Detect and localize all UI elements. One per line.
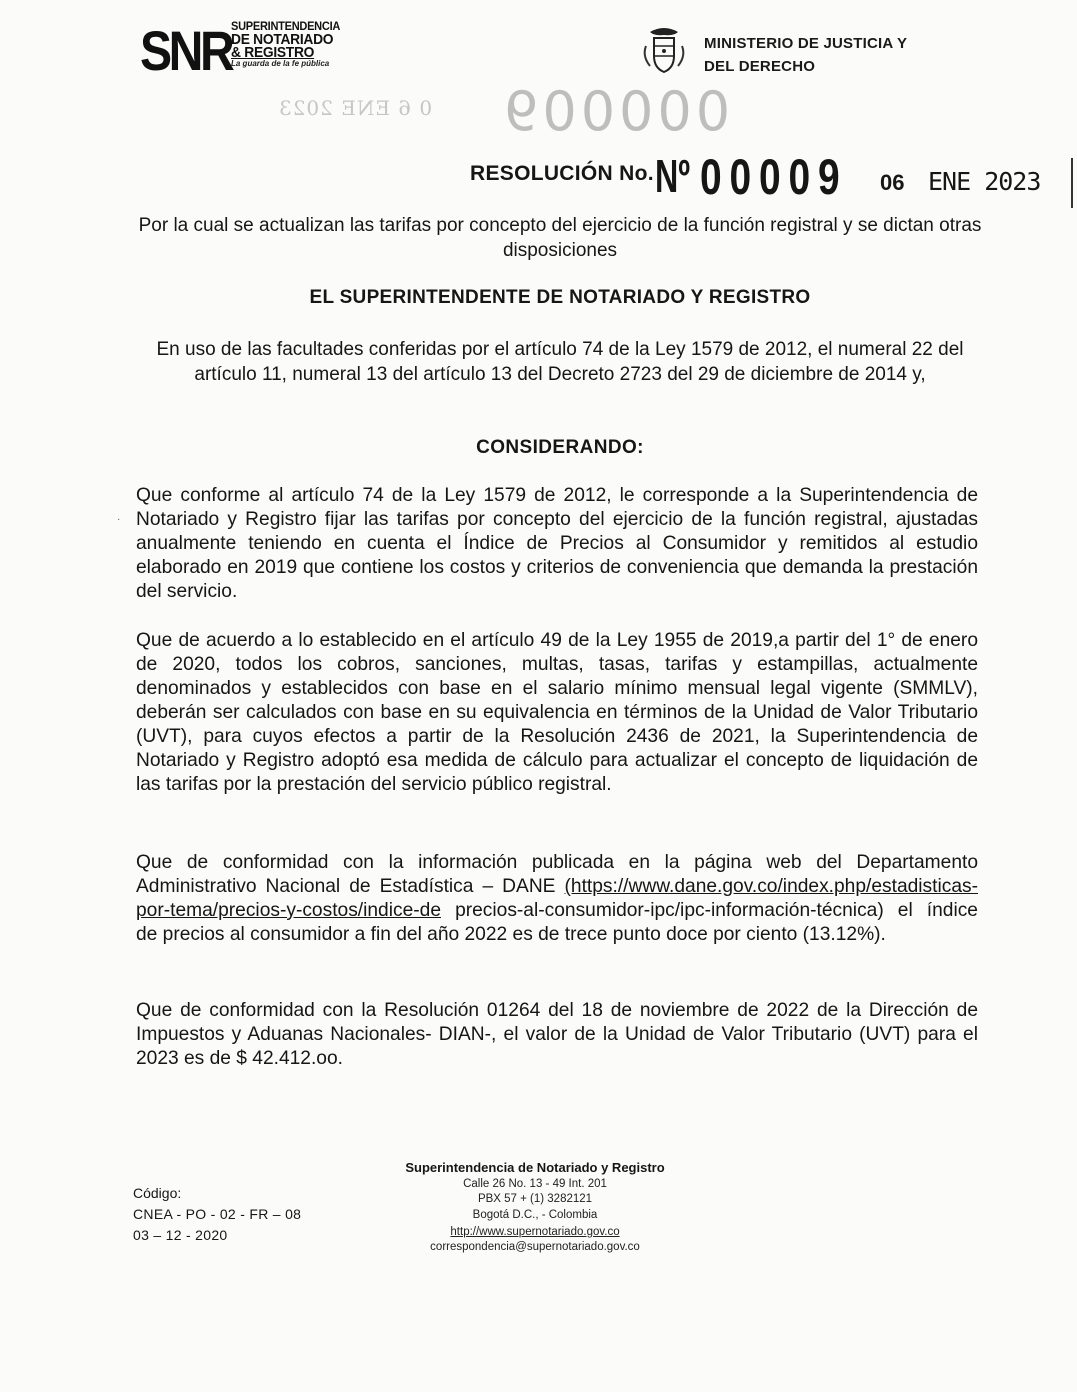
paragraph-3-rest: precios-al-consumidor-ipc/ipc-información-técnica) el índice de precios al consumidor a fin del año 2022 es de trece punto doce por ciento (13.12%). [136, 900, 978, 945]
form-code-date: 03 – 12 - 2020 [133, 1227, 228, 1243]
resolution-number: 00009 [700, 149, 848, 205]
considerando-paragraph-3 [136, 851, 978, 947]
ministry-name [704, 32, 907, 78]
footer-city: Bogotá D.C., - Colombia [472, 1209, 598, 1221]
ministry-line1: MINISTERIO DE JUSTICIA Y [704, 35, 908, 52]
paragraph-3-intro: Que de conformidad con la información publicada en la página web del Departamento Administrativo Nacional de Estadística – DANE [136, 852, 978, 897]
snr-logo-mark: SNR [140, 19, 232, 82]
resolution-day: 06 [880, 170, 905, 195]
margin-line [1071, 158, 1073, 208]
footer-website-link[interactable]: http://www.supernotariado.gov.co [450, 1226, 620, 1238]
considerando-paragraph-1: Que conforme al artículo 74 de la Ley 1579 de 2012, le corresponde a la Superintendencia de Notariado y Registro fijar las tarifas por concepto del ejercicio de la función registral, ajustadas anualmente teniendo en cuenta el Índice de Precios al Consumidor y remitidos al estudio elaborado en 2019 que contiene los costos y criterios de conveniencia que demanda la prestación del servicio. [136, 485, 978, 602]
resolution-label: RESOLUCIÓN No. [470, 162, 654, 185]
scan-speck: · [117, 514, 121, 525]
snr-logo-line1: SUPERINTENDENCIA [231, 19, 341, 33]
dane-url-link[interactable]: (https://www.dane.gov.co/index.php/estadisticas-por-tema/precios-y-costos/indice-de [136, 876, 978, 921]
snr-logo-tagline: La guarda de la fe pública [231, 59, 330, 68]
considerando-paragraph-2: Que de acuerdo a lo establecido en el artículo 49 de la Ley 1955 de 2019,a partir del 1° de enero de 2020, todos los cobros, sanciones, multas, tasas, tarifas y estampillas, actualmente denominados y establecidos con base en el salario mínimo mensual legal vigente (SMMLV), deberán ser calculados con base en su equivalencia en términos de la Unidad de Valor Tributario (UVT), para cuyos efectos a partir de la Resolución 2436 de 2021, la Superintendencia de Notariado y Registro adoptó esa medida de cálculo para actualizar el concepto de liquidación de las tarifas por la prestación del servicio público registral. [136, 630, 978, 795]
considerando-paragraph-4: Que de conformidad con la Resolución 01264 del 18 de noviembre de 2022 de la Dirección de Impuestos y Aduanas Nacionales- DIAN-, el valor de la Unidad de Valor Tributario (UVT) para el 2023 es de $ 42.412.oo. [136, 1000, 978, 1069]
snr-logo-text [231, 20, 366, 69]
resolution-subtitle: Por la cual se actualizan las tarifas por concepto del ejercicio de la función registral y se dictan otras disposiciones [138, 215, 982, 261]
faculties-paragraph: En uso de las facultades conferidas por el artículo 74 de la Ley 1579 de 2012, el numeral 22 del artículo 11, numeral 13 del artículo 13 del Decreto 2723 del 29 de diciembre de 2014 y, [156, 339, 964, 385]
stamp-number-ghost: 000009 [500, 80, 731, 143]
resolution-month-year: ENE 2023 [928, 167, 1041, 196]
considerando-heading: CONSIDERANDO: [476, 437, 644, 458]
stamp-date-ghost: 0 6 ENE 2023 [278, 96, 433, 120]
ministry-logo [636, 24, 966, 80]
footer-org-name: Superintendencia de Notariado y Registro [405, 1160, 665, 1175]
snr-logo [140, 20, 360, 84]
colombia-crest-icon [640, 26, 688, 76]
footer-email[interactable]: correspondencia@supernotariado.gov.co [430, 1241, 640, 1253]
snr-logo-line3: & REGISTRO [231, 44, 315, 61]
footer-address: Calle 26 No. 13 - 49 Int. 201 [463, 1178, 607, 1190]
form-code-label: Código: [133, 1185, 182, 1201]
authority-heading: EL SUPERINTENDENTE DE NOTARIADO Y REGISTRO [309, 287, 811, 308]
snr-logo-line2: DE NOTARIADO [231, 31, 334, 48]
ministry-line2: DEL DERECHO [704, 58, 816, 75]
form-code-value: CNEA - PO - 02 - FR – 08 [133, 1206, 302, 1222]
footer-phone: PBX 57 + (1) 3282121 [477, 1193, 593, 1205]
resolution-number-sign: Nº [655, 150, 691, 202]
